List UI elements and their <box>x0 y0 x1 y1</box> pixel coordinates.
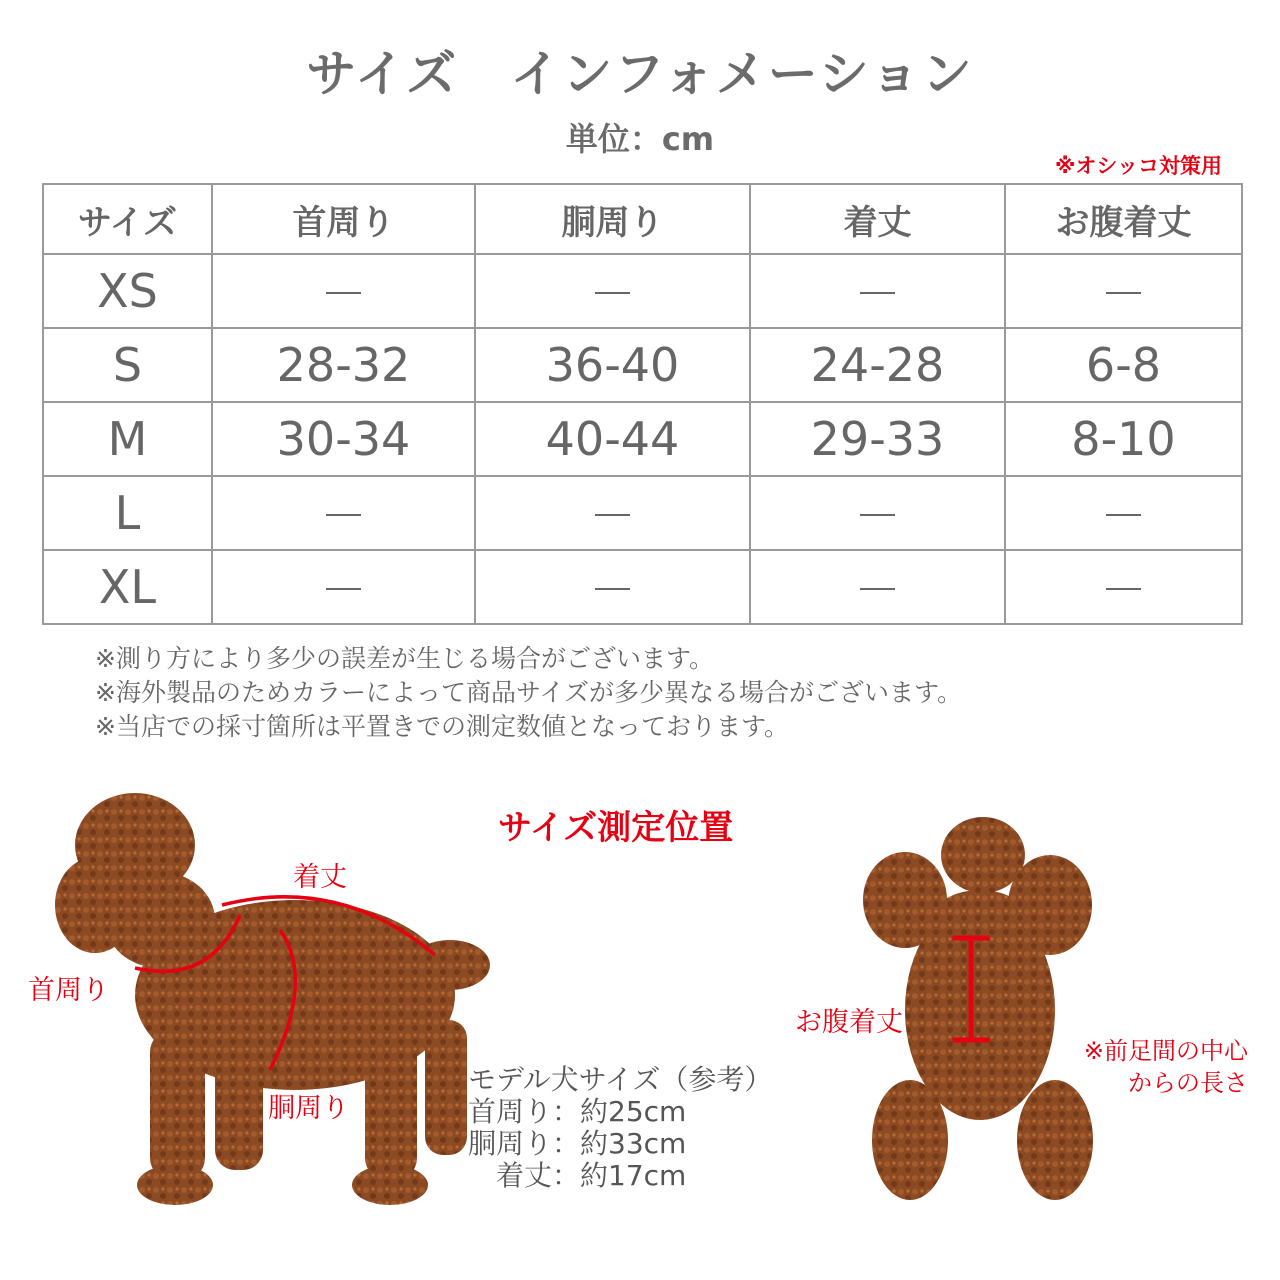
belly-note-line: ※前足間の中心 <box>1083 1037 1248 1065</box>
table-cell: 29-33 <box>750 402 1005 476</box>
disclaimer-line: ※測り方により多少の誤差が生じる場合がございます。 <box>95 644 714 673</box>
table-cell: － <box>750 254 1005 328</box>
table-row <box>43 476 1242 550</box>
size-name-cell: XL <box>43 550 212 624</box>
size-table <box>42 183 1243 625</box>
size-name-cell: L <box>43 476 212 550</box>
table-cell: － <box>475 254 750 328</box>
table-header-row <box>43 184 1242 254</box>
pee-guard-note: ※オシッコ対策用 <box>1055 154 1222 178</box>
table-row <box>43 550 1242 624</box>
chest-label: 胴周り <box>268 1093 349 1124</box>
table-cell: 6-8 <box>1005 328 1242 402</box>
table-cell: － <box>475 550 750 624</box>
table-cell: 30-34 <box>212 402 475 476</box>
neck-label: 首周り <box>28 975 109 1006</box>
belly-length-note <box>1084 1035 1248 1099</box>
belly-length-label: お腹着丈 <box>795 1007 903 1038</box>
table-cell: － <box>212 550 475 624</box>
model-line: 胴周り：約33cm <box>468 1127 687 1160</box>
page-title: サイズ インフォメーション <box>306 45 974 103</box>
model-dog-info <box>468 1064 772 1192</box>
model-title: モデル犬サイズ（参考） <box>468 1063 773 1096</box>
measurement-title: サイズ測定位置 <box>498 808 734 848</box>
column-header: お腹着丈 <box>1005 184 1242 254</box>
table-cell: 24-28 <box>750 328 1005 402</box>
table-row <box>43 402 1242 476</box>
disclaimer-line: ※当店での採寸箇所は平置きでの測定数値となっております。 <box>95 712 789 741</box>
column-header: 着丈 <box>750 184 1005 254</box>
table-cell: 8-10 <box>1005 402 1242 476</box>
disclaimer-notes <box>95 642 962 744</box>
table-cell: － <box>1005 550 1242 624</box>
side-dog-image <box>40 780 510 1210</box>
model-line: 首周り：約25cm <box>468 1095 687 1128</box>
table-cell: 28-32 <box>212 328 475 402</box>
disclaimer-line: ※海外製品のためカラーによって商品サイズが多少異なる場合がございます。 <box>95 678 962 707</box>
table-cell: － <box>1005 476 1242 550</box>
table-cell: － <box>750 550 1005 624</box>
column-header: 首周り <box>212 184 475 254</box>
table-row <box>43 254 1242 328</box>
column-header: サイズ <box>43 184 212 254</box>
belly-note-line: からの長さ <box>1128 1069 1248 1097</box>
table-cell: 40-44 <box>475 402 750 476</box>
size-name-cell: S <box>43 328 212 402</box>
length-label: 着丈 <box>293 862 347 893</box>
size-name-cell: M <box>43 402 212 476</box>
table-cell: － <box>212 254 475 328</box>
unit-label: 単位：cm <box>565 120 715 158</box>
table-cell: － <box>475 476 750 550</box>
size-name-cell: XS <box>43 254 212 328</box>
table-cell: － <box>1005 254 1242 328</box>
table-cell: － <box>750 476 1005 550</box>
table-row <box>43 328 1242 402</box>
model-line: 着丈：約17cm <box>496 1159 687 1192</box>
table-cell: － <box>212 476 475 550</box>
column-header: 胴周り <box>475 184 750 254</box>
table-cell: 36-40 <box>475 328 750 402</box>
